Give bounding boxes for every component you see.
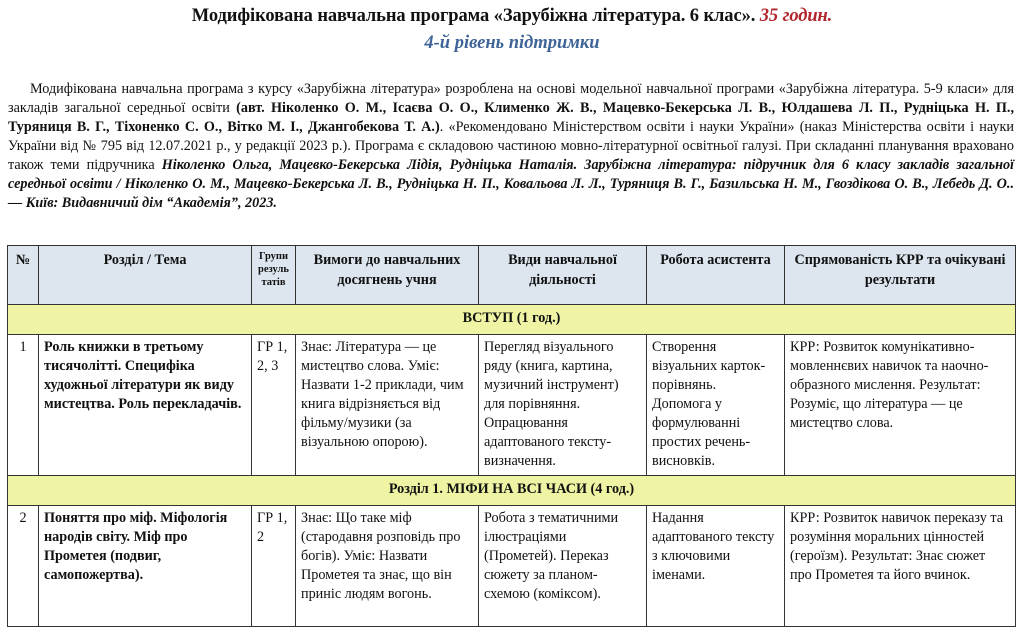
support-level-subtitle: 4-й рівень підтримки: [424, 33, 600, 53]
row-activities: Робота з тематичними ілюстраціями (Прометей). Переказ сюжету за планом-схемою (коміксом).: [479, 506, 647, 627]
section-title: Розділ 1. МІФИ НА ВСІ ЧАСИ (4 год.): [8, 476, 1016, 506]
intro-paragraph: [8, 80, 1014, 213]
col-header-assistant: Робота асистента: [647, 246, 785, 305]
section-title: ВСТУП (1 год.): [8, 305, 1016, 335]
row-requirements: Знає: Що таке міф (стародавня розповідь про богів). Уміє: Назвати Прометея та знає, що він приніс людям вогонь.: [296, 506, 479, 627]
intro-text-2: . «Рекомендовано Міністерством освіти і науки України» (наказ Міністерства освіти і науки України від № 795 від 12.07.2021 р., у редакції 2023 р.). Програма є складовою частиною мовно-літературної освітньої галузі. При складанні планування враховано також теми підручника: [8, 119, 1014, 173]
row-krr: КРР: Розвиток навичок переказу та розуміння моральних цінностей (героїзм). Результат: Знає сюжет про Прометея та його вчинок.: [785, 506, 1016, 627]
row-assistant: Надання адаптованого тексту з ключовими іменами.: [647, 506, 785, 627]
row-assistant: Створення візуальних карток-порівнянь. Допомога у формулюванні простих речень-висновків.: [647, 335, 785, 476]
program-table: [7, 245, 1016, 627]
title-main: Модифікована навчальна програма «Зарубіжна література. 6 клас».: [191, 6, 756, 26]
col-header-activities: Види навчальної діяльності: [479, 246, 647, 305]
title-hours: 35 годин.: [759, 6, 833, 26]
col-header-groups: Групи резуль татів: [252, 246, 296, 305]
col-header-requirements: Вимоги до навчальних досягнень учня: [296, 246, 479, 305]
row-groups: ГР 1, 2, 3: [252, 335, 296, 476]
row-number: 1: [8, 335, 39, 476]
intro-textbook: Ніколенко Ольга, Мацевко-Бекерська Лідія, Рудніцька Наталія. Зарубіжна література: підручник для 6 класу закладів загальної середньої освіти / Ніколенко О. М., Мацевко-Бекерська Л. В., Рудніцька Н. П., Ковальова Л. Л., Туряниця В. Г., Базильська Н. М., Гвоздікова О. В., Лебедь Д. О.. — Київ: Видавничий дім “Академія”, 2023.: [8, 157, 1014, 211]
col-header-krr: Спрямованість КРР та очікувані результати: [785, 246, 1016, 305]
table-row: [8, 506, 1016, 627]
document-title: [0, 4, 1024, 28]
row-topic: Поняття про міф. Міфологія народів світу. Міф про Прометея (подвиг, самопожертва).: [39, 506, 252, 627]
row-topic: Роль книжки в третьому тисячолітті. Специфіка художньої літератури як виду мистецтва. Роль перекладачів.: [39, 335, 252, 476]
section-row: [8, 476, 1016, 506]
row-activities: Перегляд візуального ряду (книга, картина, музичний інструмент) для порівняння. Опрацювання адаптованого тексту-визначення.: [479, 335, 647, 476]
col-header-num: №: [8, 246, 39, 305]
row-number: 2: [8, 506, 39, 627]
table-header-row: [8, 246, 1016, 305]
row-groups: ГР 1, 2: [252, 506, 296, 627]
intro-authors: (авт. Ніколенко О. М., Ісаєва О. О., Клименко Ж. В., Мацевко-Бекерська Л. В., Юлдашева Л. П., Рудніцька Н. П., Туряниця В. Г., Тіхоненко С. О., Вітко М. І., Джангобекова Т. А.): [8, 100, 1014, 135]
row-krr: КРР: Розвиток комунікативно-мовленнєвих навичок та наочно-образного мислення. Результат: Розуміє, що література — це мистецтво слова.: [785, 335, 1016, 476]
col-header-topic: Розділ / Тема: [39, 246, 252, 305]
section-row: [8, 305, 1016, 335]
intro-text-1: Модифікована навчальна програма з курсу «Зарубіжна література» розроблена на основі модельної навчальної програми «Зарубіжна література. 5-9 класи» для закладів загальної середньої освіти: [8, 81, 1014, 116]
row-requirements: Знає: Література — це мистецтво слова. Уміє: Назвати 1-2 приклади, чим книга відрізняється від фільму/музики (за візуальною опорою).: [296, 335, 479, 476]
table-row: [8, 335, 1016, 476]
